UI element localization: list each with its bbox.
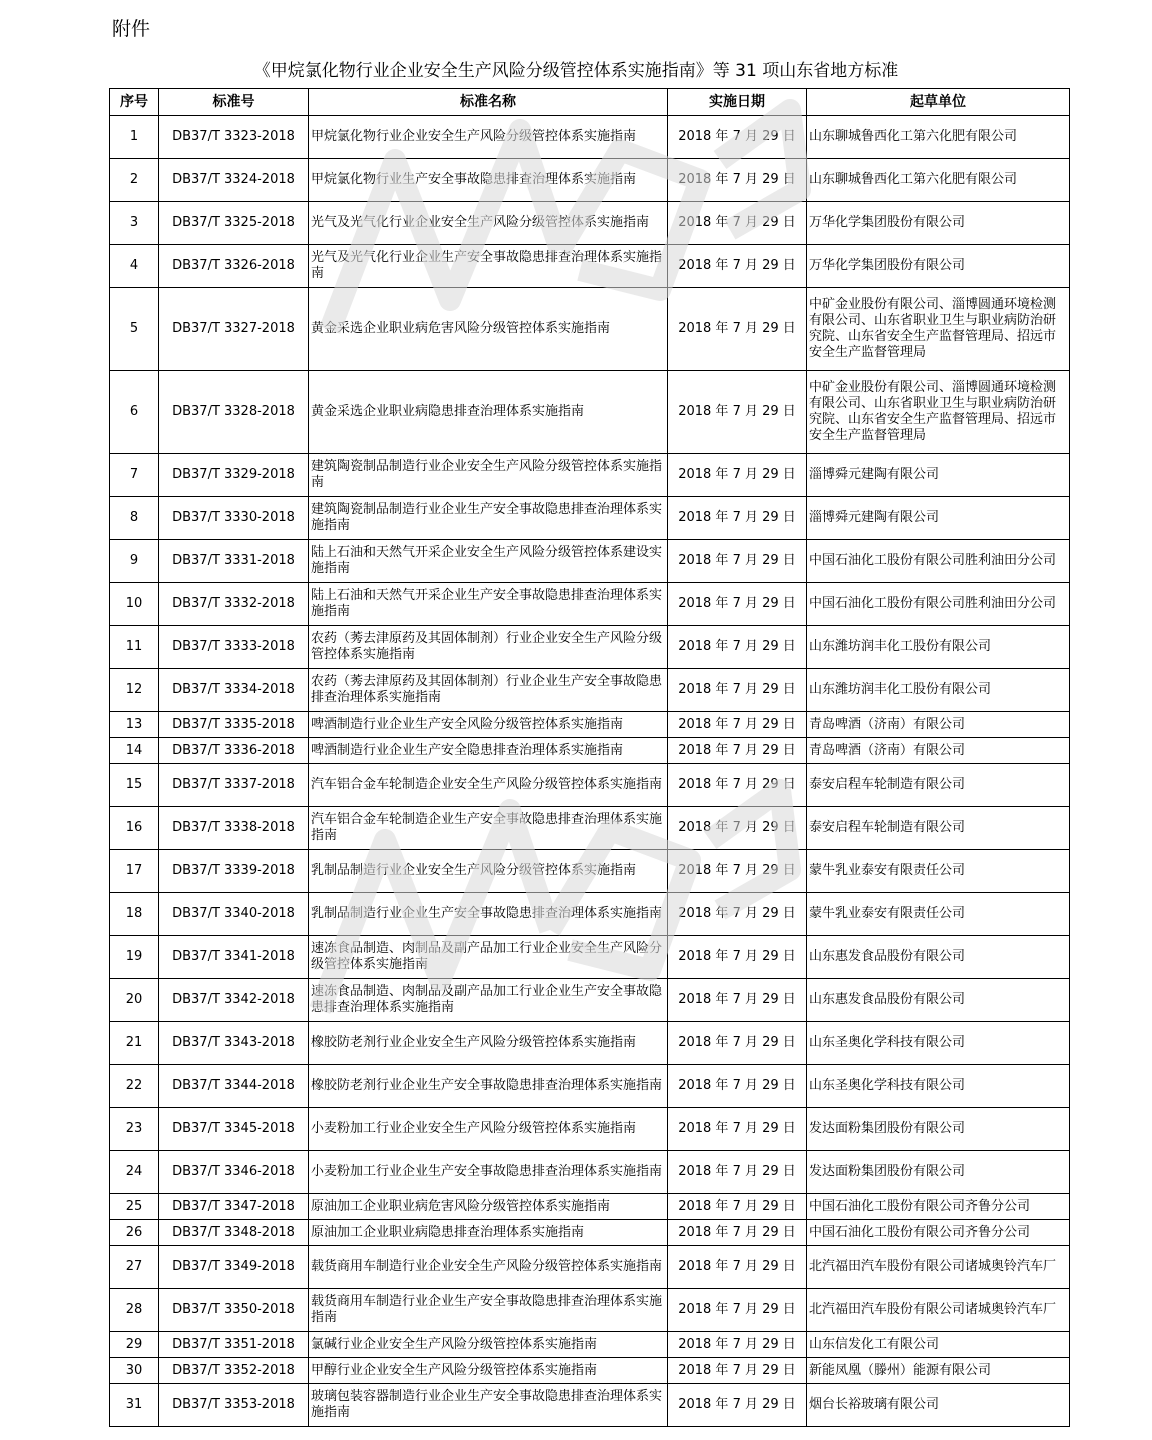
cell-name: 玻璃包装容器制造行业企业生产安全事故隐患排查治理体系实施指南	[309, 1384, 668, 1427]
header-date: 实施日期	[668, 89, 807, 116]
cell-org: 中国石油化工股份有限公司齐鲁分公司	[807, 1194, 1070, 1220]
cell-code: DB37/T 3330-2018	[159, 497, 309, 540]
cell-name: 甲醇行业企业安全生产风险分级管控体系实施指南	[309, 1358, 668, 1384]
table-row	[110, 712, 1070, 738]
cell-no: 26	[110, 1220, 159, 1246]
cell-code: DB37/T 3336-2018	[159, 738, 309, 764]
cell-code: DB37/T 3341-2018	[159, 936, 309, 979]
cell-org: 山东潍坊润丰化工股份有限公司	[807, 669, 1070, 712]
cell-name: 小麦粉加工行业企业安全生产风险分级管控体系实施指南	[309, 1108, 668, 1151]
table-row	[110, 540, 1070, 583]
cell-date: 2018 年 7 月 29 日	[668, 1151, 807, 1194]
table-row	[110, 1246, 1070, 1289]
cell-name: 汽车铝合金车轮制造企业安全生产风险分级管控体系实施指南	[309, 764, 668, 807]
cell-date: 2018 年 7 月 29 日	[668, 738, 807, 764]
header-name: 标准名称	[309, 89, 668, 116]
cell-org: 青岛啤酒（济南）有限公司	[807, 738, 1070, 764]
cell-no: 22	[110, 1065, 159, 1108]
cell-code: DB37/T 3352-2018	[159, 1358, 309, 1384]
header-code: 标准号	[159, 89, 309, 116]
cell-name: 建筑陶瓷制品制造行业企业安全生产风险分级管控体系实施指南	[309, 454, 668, 497]
cell-date: 2018 年 7 月 29 日	[668, 764, 807, 807]
header-org: 起草单位	[807, 89, 1070, 116]
cell-date: 2018 年 7 月 29 日	[668, 159, 807, 202]
cell-code: DB37/T 3334-2018	[159, 669, 309, 712]
cell-no: 17	[110, 850, 159, 893]
standards-table	[109, 88, 1070, 1427]
cell-org: 泰安启程车轮制造有限公司	[807, 764, 1070, 807]
table-body	[110, 116, 1070, 1427]
cell-no: 11	[110, 626, 159, 669]
table-row	[110, 738, 1070, 764]
cell-code: DB37/T 3350-2018	[159, 1289, 309, 1332]
cell-date: 2018 年 7 月 29 日	[668, 936, 807, 979]
table-row	[110, 497, 1070, 540]
cell-org: 万华化学集团股份有限公司	[807, 245, 1070, 288]
cell-no: 21	[110, 1022, 159, 1065]
table-row	[110, 202, 1070, 245]
cell-code: DB37/T 3331-2018	[159, 540, 309, 583]
cell-name: 氯碱行业企业安全生产风险分级管控体系实施指南	[309, 1332, 668, 1358]
cell-code: DB37/T 3351-2018	[159, 1332, 309, 1358]
cell-code: DB37/T 3338-2018	[159, 807, 309, 850]
cell-code: DB37/T 3353-2018	[159, 1384, 309, 1427]
cell-org: 中矿金业股份有限公司、淄博圆通环境检测有限公司、山东省职业卫生与职业病防治研究院、山东省安全生产监督管理局、招远市安全生产监督管理局	[807, 288, 1070, 371]
cell-date: 2018 年 7 月 29 日	[668, 1022, 807, 1065]
cell-name: 原油加工企业职业病危害风险分级管控体系实施指南	[309, 1194, 668, 1220]
cell-name: 速冻食品制造、肉制品及副产品加工行业企业生产安全事故隐患排查治理体系实施指南	[309, 979, 668, 1022]
cell-date: 2018 年 7 月 29 日	[668, 1246, 807, 1289]
cell-no: 29	[110, 1332, 159, 1358]
cell-code: DB37/T 3325-2018	[159, 202, 309, 245]
cell-date: 2018 年 7 月 29 日	[668, 1358, 807, 1384]
cell-code: DB37/T 3342-2018	[159, 979, 309, 1022]
cell-org: 北汽福田汽车股份有限公司诸城奥铃汽车厂	[807, 1289, 1070, 1332]
cell-no: 15	[110, 764, 159, 807]
cell-name: 载货商用车制造行业企业安全生产风险分级管控体系实施指南	[309, 1246, 668, 1289]
cell-no: 27	[110, 1246, 159, 1289]
table-row	[110, 116, 1070, 159]
cell-org: 蒙牛乳业泰安有限责任公司	[807, 850, 1070, 893]
cell-no: 1	[110, 116, 159, 159]
cell-date: 2018 年 7 月 29 日	[668, 583, 807, 626]
cell-code: DB37/T 3328-2018	[159, 371, 309, 454]
cell-code: DB37/T 3327-2018	[159, 288, 309, 371]
table-row	[110, 1022, 1070, 1065]
cell-no: 5	[110, 288, 159, 371]
cell-date: 2018 年 7 月 29 日	[668, 979, 807, 1022]
header-no: 序号	[110, 89, 159, 116]
table-row	[110, 1358, 1070, 1384]
cell-no: 12	[110, 669, 159, 712]
cell-date: 2018 年 7 月 29 日	[668, 497, 807, 540]
cell-org: 发达面粉集团股份有限公司	[807, 1108, 1070, 1151]
cell-name: 农药（莠去津原药及其固体制剂）行业企业生产安全事故隐患排查治理体系实施指南	[309, 669, 668, 712]
cell-date: 2018 年 7 月 29 日	[668, 245, 807, 288]
cell-no: 6	[110, 371, 159, 454]
table-row	[110, 1065, 1070, 1108]
cell-name: 啤酒制造行业企业生产安全风险分级管控体系实施指南	[309, 712, 668, 738]
table-row	[110, 979, 1070, 1022]
cell-no: 16	[110, 807, 159, 850]
cell-name: 光气及光气化行业企业生产安全事故隐患排查治理体系实施指南	[309, 245, 668, 288]
cell-date: 2018 年 7 月 29 日	[668, 1194, 807, 1220]
cell-no: 31	[110, 1384, 159, 1427]
cell-org: 泰安启程车轮制造有限公司	[807, 807, 1070, 850]
cell-code: DB37/T 3337-2018	[159, 764, 309, 807]
cell-org: 山东聊城鲁西化工第六化肥有限公司	[807, 159, 1070, 202]
cell-name: 载货商用车制造行业企业生产安全事故隐患排查治理体系实施指南	[309, 1289, 668, 1332]
cell-name: 黄金采选企业职业病隐患排查治理体系实施指南	[309, 371, 668, 454]
cell-name: 农药（莠去津原药及其固体制剂）行业企业安全生产风险分级管控体系实施指南	[309, 626, 668, 669]
cell-no: 13	[110, 712, 159, 738]
cell-org: 烟台长裕玻璃有限公司	[807, 1384, 1070, 1427]
table-row	[110, 1194, 1070, 1220]
cell-code: DB37/T 3340-2018	[159, 893, 309, 936]
cell-no: 25	[110, 1194, 159, 1220]
cell-code: DB37/T 3339-2018	[159, 850, 309, 893]
cell-code: DB37/T 3343-2018	[159, 1022, 309, 1065]
cell-org: 北汽福田汽车股份有限公司诸城奥铃汽车厂	[807, 1246, 1070, 1289]
table-row	[110, 1108, 1070, 1151]
cell-code: DB37/T 3335-2018	[159, 712, 309, 738]
cell-date: 2018 年 7 月 29 日	[668, 371, 807, 454]
table-row	[110, 626, 1070, 669]
cell-org: 新能凤凰（滕州）能源有限公司	[807, 1358, 1070, 1384]
cell-code: DB37/T 3346-2018	[159, 1151, 309, 1194]
cell-date: 2018 年 7 月 29 日	[668, 1332, 807, 1358]
cell-no: 10	[110, 583, 159, 626]
table-row	[110, 159, 1070, 202]
cell-org: 蒙牛乳业泰安有限责任公司	[807, 893, 1070, 936]
cell-no: 4	[110, 245, 159, 288]
cell-code: DB37/T 3332-2018	[159, 583, 309, 626]
cell-no: 14	[110, 738, 159, 764]
cell-org: 中国石油化工股份有限公司胜利油田分公司	[807, 583, 1070, 626]
document-title: 《甲烷氯化物行业企业安全生产风险分级管控体系实施指南》等 31 项山东省地方标准	[253, 61, 899, 81]
table-row	[110, 807, 1070, 850]
cell-code: DB37/T 3349-2018	[159, 1246, 309, 1289]
cell-date: 2018 年 7 月 29 日	[668, 1108, 807, 1151]
table-row	[110, 1332, 1070, 1358]
cell-org: 万华化学集团股份有限公司	[807, 202, 1070, 245]
cell-org: 山东惠发食品股份有限公司	[807, 979, 1070, 1022]
cell-no: 8	[110, 497, 159, 540]
cell-code: DB37/T 3329-2018	[159, 454, 309, 497]
cell-org: 淄博舜元建陶有限公司	[807, 454, 1070, 497]
cell-org: 山东潍坊润丰化工股份有限公司	[807, 626, 1070, 669]
cell-date: 2018 年 7 月 29 日	[668, 1220, 807, 1246]
cell-date: 2018 年 7 月 29 日	[668, 1384, 807, 1427]
cell-no: 2	[110, 159, 159, 202]
cell-no: 24	[110, 1151, 159, 1194]
cell-date: 2018 年 7 月 29 日	[668, 288, 807, 371]
cell-name: 小麦粉加工行业企业生产安全事故隐患排查治理体系实施指南	[309, 1151, 668, 1194]
table-row	[110, 764, 1070, 807]
cell-org: 青岛啤酒（济南）有限公司	[807, 712, 1070, 738]
table-row	[110, 850, 1070, 893]
cell-name: 橡胶防老剂行业企业生产安全事故隐患排查治理体系实施指南	[309, 1065, 668, 1108]
table-header-row	[110, 89, 1070, 116]
cell-no: 7	[110, 454, 159, 497]
table-row	[110, 583, 1070, 626]
cell-code: DB37/T 3344-2018	[159, 1065, 309, 1108]
cell-name: 橡胶防老剂行业企业安全生产风险分级管控体系实施指南	[309, 1022, 668, 1065]
cell-name: 乳制品制造行业企业生产安全事故隐患排查治理体系实施指南	[309, 893, 668, 936]
cell-code: DB37/T 3347-2018	[159, 1194, 309, 1220]
cell-org: 发达面粉集团股份有限公司	[807, 1151, 1070, 1194]
table-row	[110, 371, 1070, 454]
cell-name: 建筑陶瓷制品制造行业企业生产安全事故隐患排查治理体系实施指南	[309, 497, 668, 540]
cell-org: 中国石油化工股份有限公司齐鲁分公司	[807, 1220, 1070, 1246]
table-row	[110, 1220, 1070, 1246]
cell-date: 2018 年 7 月 29 日	[668, 540, 807, 583]
cell-name: 甲烷氯化物行业生产安全事故隐患排查治理体系实施指南	[309, 159, 668, 202]
cell-org: 山东惠发食品股份有限公司	[807, 936, 1070, 979]
cell-date: 2018 年 7 月 29 日	[668, 893, 807, 936]
cell-no: 20	[110, 979, 159, 1022]
cell-name: 光气及光气化行业企业安全生产风险分级管控体系实施指南	[309, 202, 668, 245]
cell-name: 乳制品制造行业企业安全生产风险分级管控体系实施指南	[309, 850, 668, 893]
cell-org: 山东信发化工有限公司	[807, 1332, 1070, 1358]
cell-date: 2018 年 7 月 29 日	[668, 202, 807, 245]
cell-org: 中矿金业股份有限公司、淄博圆通环境检测有限公司、山东省职业卫生与职业病防治研究院、山东省安全生产监督管理局、招远市安全生产监督管理局	[807, 371, 1070, 454]
cell-date: 2018 年 7 月 29 日	[668, 669, 807, 712]
cell-code: DB37/T 3326-2018	[159, 245, 309, 288]
cell-code: DB37/T 3333-2018	[159, 626, 309, 669]
table-row	[110, 936, 1070, 979]
table-row	[110, 288, 1070, 371]
cell-code: DB37/T 3345-2018	[159, 1108, 309, 1151]
cell-org: 山东圣奥化学科技有限公司	[807, 1065, 1070, 1108]
table-row	[110, 1289, 1070, 1332]
cell-date: 2018 年 7 月 29 日	[668, 1289, 807, 1332]
cell-code: DB37/T 3324-2018	[159, 159, 309, 202]
cell-date: 2018 年 7 月 29 日	[668, 807, 807, 850]
cell-code: DB37/T 3348-2018	[159, 1220, 309, 1246]
cell-date: 2018 年 7 月 29 日	[668, 626, 807, 669]
cell-code: DB37/T 3323-2018	[159, 116, 309, 159]
table-row	[110, 893, 1070, 936]
table-row	[110, 669, 1070, 712]
cell-no: 28	[110, 1289, 159, 1332]
cell-date: 2018 年 7 月 29 日	[668, 116, 807, 159]
cell-no: 23	[110, 1108, 159, 1151]
cell-name: 原油加工企业职业病隐患排查治理体系实施指南	[309, 1220, 668, 1246]
cell-name: 陆上石油和天然气开采企业安全生产风险分级管控体系建设实施指南	[309, 540, 668, 583]
cell-org: 淄博舜元建陶有限公司	[807, 497, 1070, 540]
cell-no: 9	[110, 540, 159, 583]
cell-org: 中国石油化工股份有限公司胜利油田分公司	[807, 540, 1070, 583]
attachment-label: 附件	[112, 18, 151, 40]
cell-name: 啤酒制造行业企业生产安全隐患排查治理体系实施指南	[309, 738, 668, 764]
cell-name: 甲烷氯化物行业企业安全生产风险分级管控体系实施指南	[309, 116, 668, 159]
cell-name: 汽车铝合金车轮制造企业生产安全事故隐患排查治理体系实施指南	[309, 807, 668, 850]
cell-org: 山东圣奥化学科技有限公司	[807, 1022, 1070, 1065]
cell-name: 速冻食品制造、肉制品及副产品加工行业企业安全生产风险分级管控体系实施指南	[309, 936, 668, 979]
cell-date: 2018 年 7 月 29 日	[668, 1065, 807, 1108]
cell-no: 18	[110, 893, 159, 936]
table-row	[110, 454, 1070, 497]
table-row	[110, 1384, 1070, 1427]
cell-no: 3	[110, 202, 159, 245]
cell-no: 19	[110, 936, 159, 979]
cell-name: 黄金采选企业职业病危害风险分级管控体系实施指南	[309, 288, 668, 371]
cell-date: 2018 年 7 月 29 日	[668, 454, 807, 497]
cell-no: 30	[110, 1358, 159, 1384]
cell-org: 山东聊城鲁西化工第六化肥有限公司	[807, 116, 1070, 159]
table-row	[110, 245, 1070, 288]
cell-date: 2018 年 7 月 29 日	[668, 850, 807, 893]
cell-date: 2018 年 7 月 29 日	[668, 712, 807, 738]
cell-name: 陆上石油和天然气开采企业生产安全事故隐患排查治理体系实施指南	[309, 583, 668, 626]
table-row	[110, 1151, 1070, 1194]
